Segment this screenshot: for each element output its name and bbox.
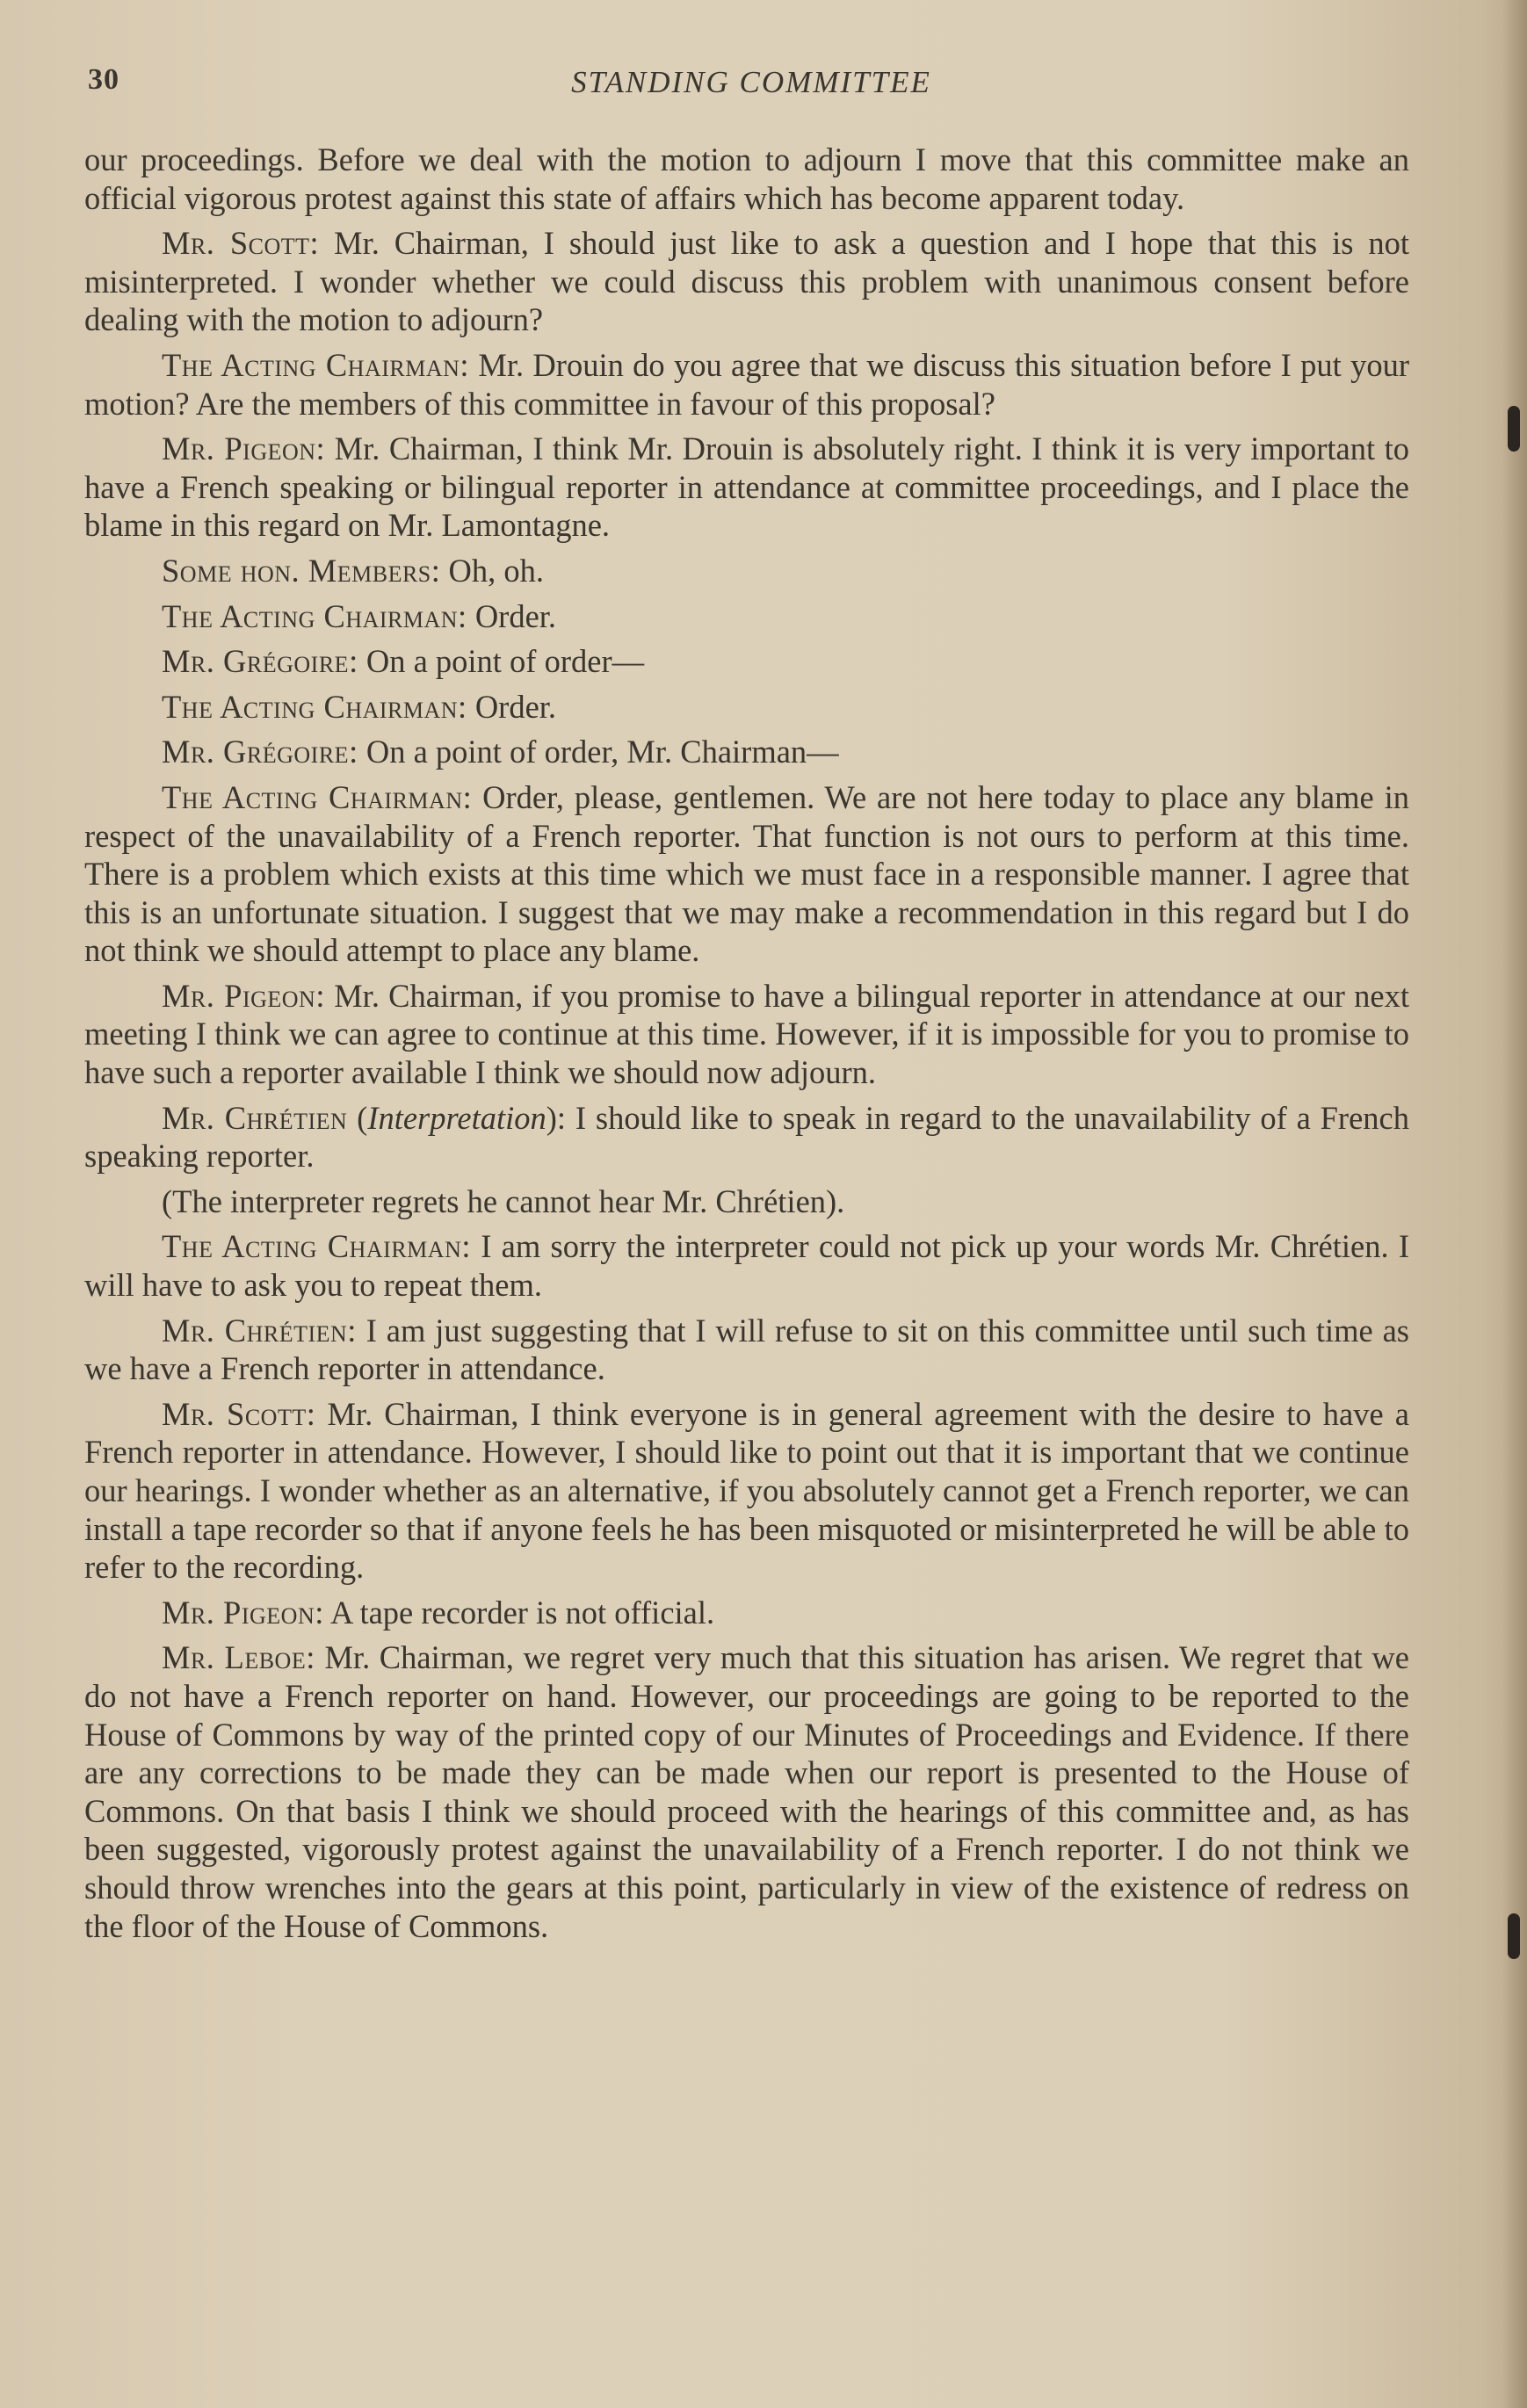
paragraph-text: On a point of order— bbox=[358, 643, 645, 680]
speaker-name: The Acting Chairman: bbox=[162, 688, 467, 725]
paragraph-8 bbox=[84, 733, 1409, 771]
paragraph-3 bbox=[84, 430, 1409, 545]
paragraph-text: : I should like to speak in regard to the unavailability of a French speaking reporter. bbox=[84, 1099, 1409, 1175]
paragraph-7 bbox=[84, 688, 1409, 727]
paragraph-2 bbox=[84, 346, 1409, 423]
page-number: 30 bbox=[88, 63, 119, 96]
paragraph-11: Mr. Chrétien (Interpretation): I should like to speak in regard to the unavailability of a French speaking reporter. bbox=[84, 1099, 1409, 1175]
page-edge-shadow bbox=[1502, 0, 1527, 2408]
paragraph-text: Mr. Chairman, I should just like to ask a question and I hope that this is not misinterpreted. I wonder whether we could discuss this problem with unanimous consent before dealing with the motion to adjourn? bbox=[84, 225, 1409, 338]
speaker-name: Mr. Chrétien: bbox=[162, 1312, 357, 1349]
paragraph-text: our proceedings. Before we deal with the motion to adjourn I move that this committee make an official vigorous protest against this state of affairs which has become apparent today. bbox=[84, 141, 1409, 216]
paragraph-10 bbox=[84, 977, 1409, 1092]
paragraph-15 bbox=[84, 1395, 1409, 1587]
paragraph-text: Mr. Chairman, I think everyone is in general agreement with the desire to have a French reporter in attendance. However, I should like to point out that it is important that we continue our hearings. I wonder whether as an alternative, if you absolutely cannot get a French reporter, we can install a tape recorder so that if anyone feels he has been misquoted or misinterpreted he will be able to refer to the recording. bbox=[84, 1395, 1409, 1586]
speaker-name: Mr. Pigeon: bbox=[162, 977, 325, 1014]
paragraph-text: A tape recorder is not official. bbox=[323, 1594, 715, 1631]
paragraph-5 bbox=[84, 597, 1409, 636]
paragraph-text: Mr. Chairman, I think Mr. Drouin is absolutely right. I think it is very important to have a French speaking or bilingual reporter in attendance at committee proceedings, and I place the blame in this regard on Mr. Lamontagne. bbox=[84, 430, 1409, 544]
speaker-note: Interpretation bbox=[367, 1099, 546, 1136]
paragraph-16 bbox=[84, 1594, 1409, 1632]
speaker-name: Mr. Leboe: bbox=[162, 1639, 315, 1676]
speaker-name: Some hon. Members: bbox=[162, 552, 441, 589]
paragraph-text: I am sorry the interpreter could not pick up your words Mr. Chrétien. I will have to ask you to repeat them. bbox=[84, 1228, 1409, 1304]
paragraph-text: Order. bbox=[467, 688, 557, 725]
speaker-name: Mr. Grégoire: bbox=[162, 643, 358, 680]
paragraph-4 bbox=[84, 552, 1409, 590]
paragraph-text: I am just suggesting that I will refuse to sit on this committee until such time as we have a French reporter in attendance. bbox=[84, 1312, 1409, 1387]
paragraph-9 bbox=[84, 778, 1409, 970]
speaker-name: The Acting Chairman: bbox=[162, 597, 467, 634]
speaker-name: The Acting Chairman: bbox=[162, 1228, 471, 1265]
running-head: STANDING COMMITTEE bbox=[571, 65, 931, 99]
paragraph-13 bbox=[84, 1227, 1409, 1304]
paragraph-text: Mr. Drouin do you agree that we discuss this situation before I put your motion? Are the members of this committee in favour of this proposal? bbox=[84, 346, 1409, 422]
binding-hole-top bbox=[1508, 406, 1520, 452]
paragraph-17 bbox=[84, 1638, 1409, 1945]
speaker-name: Mr. Scott: bbox=[162, 225, 320, 262]
speaker-name: The Acting Chairman: bbox=[162, 778, 473, 815]
paragraph-text: (The interpreter regrets he cannot hear Mr. Chrétien). bbox=[162, 1182, 845, 1219]
paragraph-14 bbox=[84, 1312, 1409, 1388]
paragraph-1 bbox=[84, 224, 1409, 339]
paragraph-text: Order, please, gentlemen. We are not here today to place any blame in respect of the unavailability of a French reporter. That function is not ours to perform at this time. There is a problem which exists at this time which we must face in a responsible manner. I agree that this is an unfortunate situation. I suggest that we may make a recommendation in this regard but I do not think we should attempt to place any blame. bbox=[84, 778, 1409, 969]
speaker-name: Mr. Pigeon: bbox=[162, 1594, 324, 1631]
paragraph-0 bbox=[84, 141, 1409, 217]
paragraph-text: On a point of order, Mr. Chairman— bbox=[358, 734, 839, 770]
speaker-name: Mr. Chrétien bbox=[162, 1099, 348, 1136]
paragraph-text: Order. bbox=[467, 597, 557, 634]
binding-hole-bottom bbox=[1508, 1913, 1520, 1959]
speaker-name: Mr. Scott: bbox=[162, 1395, 316, 1432]
speaker-name: Mr. Pigeon: bbox=[162, 430, 326, 467]
paragraph-text: Mr. Chairman, if you promise to have a bilingual reporter in attendance at our next meeting I think we can agree to continue at this time. However, if it is impossible for you to promise to have such a reporter available I think we should now adjourn. bbox=[84, 977, 1409, 1091]
speaker-name: Mr. Grégoire: bbox=[162, 734, 358, 770]
paragraph-12 bbox=[84, 1182, 1409, 1221]
transcript-body bbox=[84, 141, 1409, 1952]
speaker-name: The Acting Chairman: bbox=[162, 346, 470, 383]
paragraph-text: Oh, oh. bbox=[440, 552, 545, 589]
paragraph-text: Mr. Chairman, we regret very much that this situation has arisen. We regret that we do not have a French reporter on hand. However, our proceedings are going to be reported to the House of Commons by way of the printed copy of our Minutes of Proceedings and Evidence. If there are any corrections to be made they can be made when our report is presented to the House of Commons. On that basis I think we should proceed with the hearings of this committee and, as has been suggested, vigorously protest against the unavailability of a French reporter. I do not think we should throw wrenches into the gears at this point, particularly in view of the existence of redress on the floor of the House of Commons. bbox=[84, 1639, 1409, 1944]
paragraph-6 bbox=[84, 642, 1409, 681]
page-header bbox=[88, 63, 1415, 107]
